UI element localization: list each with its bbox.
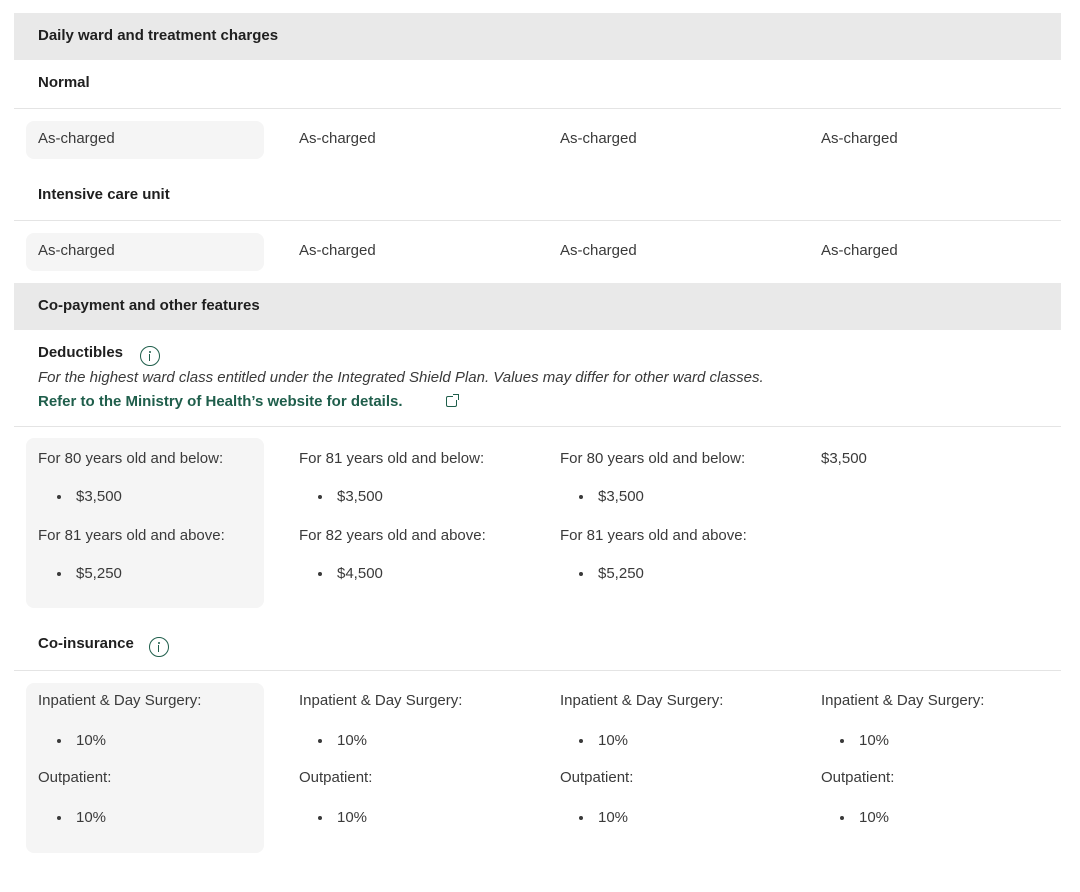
coinsurance-col1-heading1: Inpatient & Day Surgery: (38, 692, 202, 709)
row-label-deductibles: Deductibles (38, 344, 124, 361)
icu-value-4: As-charged (821, 242, 898, 259)
coinsurance-col1-heading2: Outpatient: (38, 769, 112, 786)
coinsurance-col1-value1: 10% (76, 732, 107, 749)
section-header-copayment: Co-payment and other features (14, 283, 1061, 330)
coinsurance-col4-heading1: Inpatient & Day Surgery: (821, 692, 985, 709)
icu-value-1: As-charged (38, 242, 115, 259)
coinsurance-col2-heading1: Inpatient & Day Surgery: (299, 692, 463, 709)
coinsurance-col1-value2: 10% (76, 809, 107, 826)
coinsurance-col2-heading2: Outpatient: (299, 769, 373, 786)
normal-value-3: As-charged (560, 130, 637, 147)
icu-value-2: As-charged (299, 242, 376, 259)
deductible-col1-value1: $3,500 (76, 488, 122, 505)
normal-value-4: As-charged (821, 130, 898, 147)
deductible-col1-heading1: For 80 years old and below: (38, 450, 224, 467)
coinsurance-col4-value2: 10% (859, 809, 890, 826)
info-circle-icon[interactable] (140, 346, 160, 366)
icu-value-3: As-charged (560, 242, 637, 259)
deductible-col3-value2: $5,250 (598, 565, 644, 582)
row-label-coinsurance: Co-insurance (38, 635, 134, 652)
coinsurance-col4-heading2: Outpatient: (821, 769, 895, 786)
external-link-icon[interactable] (446, 396, 457, 407)
deductible-col2-value2: $4,500 (337, 565, 383, 582)
coinsurance-col2-value1: 10% (337, 732, 368, 749)
row-label-normal: Normal (38, 74, 90, 91)
deductible-col1-heading2: For 81 years old and above: (38, 527, 225, 544)
deductible-col2-value1: $3,500 (337, 488, 383, 505)
coinsurance-col3-heading2: Outpatient: (560, 769, 634, 786)
normal-value-2: As-charged (299, 130, 376, 147)
coinsurance-col2-value2: 10% (337, 809, 368, 826)
deductible-col3-heading1: For 80 years old and below: (560, 450, 746, 467)
moh-website-link[interactable]: Refer to the Ministry of Health’s website for details. (38, 393, 403, 410)
comparison-table (14, 13, 1061, 868)
coinsurance-col3-heading1: Inpatient & Day Surgery: (560, 692, 724, 709)
info-circle-icon[interactable] (149, 637, 169, 657)
deductible-col2-heading2: For 82 years old and above: (299, 527, 486, 544)
deductible-col3-value1: $3,500 (598, 488, 644, 505)
coinsurance-col3-value2: 10% (598, 809, 629, 826)
coinsurance-col3-value1: 10% (598, 732, 629, 749)
divider (14, 108, 1061, 109)
deductible-col3-heading2: For 81 years old and above: (560, 527, 747, 544)
coinsurance-col4-value1: 10% (859, 732, 890, 749)
section-header-daily-ward: Daily ward and treatment charges (14, 13, 1061, 60)
deductible-col4-value: $3,500 (821, 450, 867, 467)
normal-value-1: As-charged (38, 130, 115, 147)
deductibles-note: For the highest ward class entitled under the Integrated Shield Plan. Values may differ for other ward classes. (38, 369, 764, 386)
divider (14, 670, 1061, 671)
divider (14, 220, 1061, 221)
deductible-col2-heading1: For 81 years old and below: (299, 450, 485, 467)
divider (14, 426, 1061, 427)
row-label-icu: Intensive care unit (38, 186, 170, 203)
deductible-col1-value2: $5,250 (76, 565, 122, 582)
